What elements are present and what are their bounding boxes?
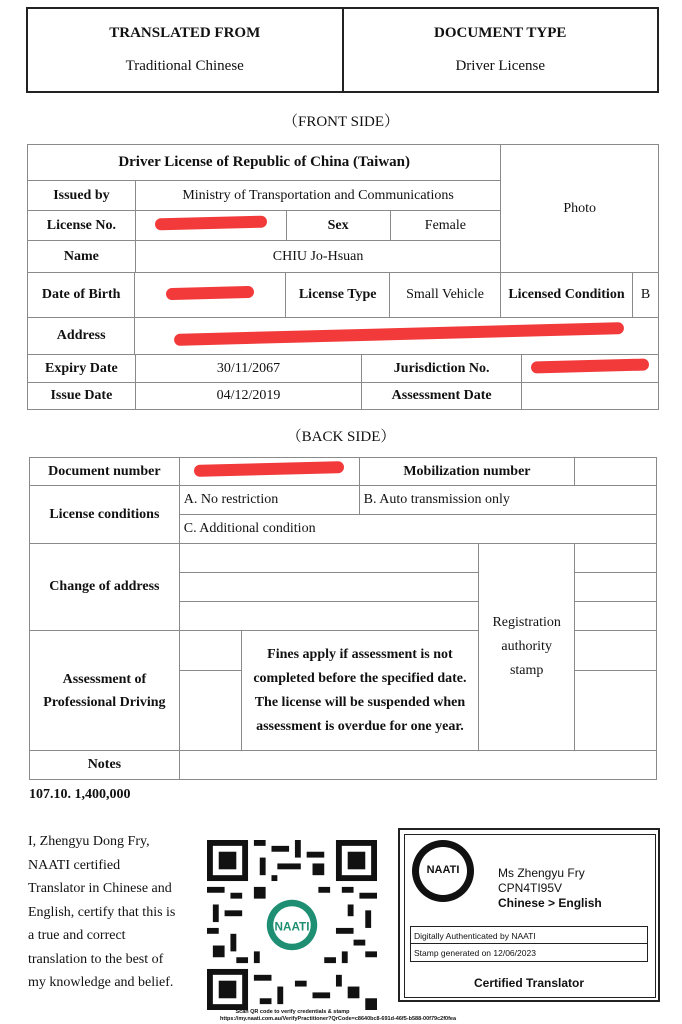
naati-logo-text: NAATI [426, 864, 460, 876]
footnote: 107.10. 1,400,000 [29, 787, 131, 802]
back-side-title: （BACK SIDE） [286, 429, 396, 445]
document-number-value [179, 458, 359, 486]
back-table [29, 457, 657, 544]
stamp-generated: Stamp generated on 12/06/2023 [410, 944, 648, 962]
issue-value: 04/12/2019 [135, 383, 361, 410]
document-number-label: Document number [30, 458, 180, 486]
change-address-label: Change of address [30, 544, 180, 631]
expiry-label: Expiry Date [28, 355, 136, 383]
stamp-col-4 [575, 631, 657, 671]
stamp-col-1 [575, 544, 657, 573]
notes-label: Notes [30, 751, 180, 780]
jurisdiction-label: Jurisdiction No. [362, 355, 522, 383]
front-table-2 [27, 272, 659, 355]
stamp-id: CPN4TI95V [498, 881, 563, 895]
qr-url[interactable]: https://my.naati.com.au/VerifyPractitioner?QrCode=c8640bc8-691d-46f5-b588-00f79c2f0fea [220, 1016, 457, 1022]
naati-stamp [398, 828, 660, 1002]
jurisdiction-value [522, 355, 659, 383]
assessment-label: Assessment Date [362, 383, 522, 410]
issue-label: Issue Date [28, 383, 136, 410]
stamp-col-5 [575, 671, 657, 751]
photo-cell: Photo [501, 145, 659, 273]
condition-b: B. Auto transmission only [359, 486, 656, 515]
sex-value: Female [390, 211, 501, 241]
naati-logo-icon [412, 840, 474, 902]
translated-from-value: Traditional Chinese [125, 58, 244, 74]
name-label: Name [28, 241, 136, 273]
licensed-condition-value: B [632, 273, 658, 318]
qr-logo-text: NAATI [274, 920, 310, 934]
mobilization-value [575, 458, 657, 486]
front-title: Driver License of Republic of China (Taiwan) [28, 145, 501, 181]
translated-from-cell [27, 8, 343, 92]
license-type-value: Small Vehicle [390, 273, 501, 318]
license-conditions-label: License conditions [30, 486, 180, 544]
license-no-label: License No. [28, 211, 136, 241]
license-type-label: License Type [286, 273, 390, 318]
license-no-value [135, 211, 286, 241]
qr-caption: Scan QR code to verify credentials & stamp [235, 1009, 350, 1015]
stamp-languages: Chinese > English [498, 896, 602, 910]
condition-a: A. No restriction [179, 486, 359, 515]
translated-from-label: TRANSLATED FROM [109, 25, 261, 41]
assessment-driving-label: Assessment of Professional Driving [30, 631, 180, 751]
issued-by-value: Ministry of Transportation and Communications [135, 181, 500, 211]
document-type-value: Driver License [455, 58, 546, 74]
notes-value [179, 751, 656, 780]
header-table [26, 7, 659, 93]
stamp-col-3 [575, 602, 657, 631]
address-change-row-2 [179, 573, 478, 602]
address-value [135, 318, 659, 355]
stamp-authenticated: Digitally Authenticated by NAATI [410, 926, 648, 944]
stamp-title: Certified Translator [473, 976, 585, 990]
mobilization-label: Mobilization number [359, 458, 575, 486]
front-table [27, 144, 659, 273]
stamp-col-2 [575, 573, 657, 602]
address-change-row-3 [179, 602, 478, 631]
certification-text: I, Zhengyu Dong Fry, NAATI certified Translator in Chinese and English, certify that this is a true and correct translation to the best of my knowledge and belief. [28, 834, 176, 990]
address-label: Address [28, 318, 135, 355]
name-value: CHIU Jo-Hsuan [135, 241, 500, 273]
stamp-name: Ms Zhengyu Fry [498, 866, 585, 880]
dob-label: Date of Birth [28, 273, 135, 318]
expiry-value: 30/11/2067 [135, 355, 361, 383]
assessment-col-1 [179, 631, 241, 671]
back-table-2 [29, 543, 657, 780]
registration-stamp-cell: Registration authority stamp [479, 544, 575, 751]
address-change-row-1 [179, 544, 478, 573]
dob-value [135, 273, 286, 318]
fines-note: Fines apply if assessment is not completed before the specified date. The license will be suspended when assessment is overdue for one year. [241, 631, 479, 751]
front-table-3 [27, 354, 659, 410]
assessment-col-2 [179, 671, 241, 751]
assessment-value [522, 383, 659, 410]
sex-label: Sex [286, 211, 390, 241]
document-type-label: DOCUMENT TYPE [434, 25, 567, 41]
front-side-title: （FRONT SIDE） [283, 114, 399, 130]
document-type-cell [343, 8, 659, 92]
condition-c: C. Additional condition [179, 515, 656, 544]
qr-code[interactable] [207, 840, 377, 1010]
issued-by-label: Issued by [28, 181, 136, 211]
licensed-condition-label: Licensed Condition [500, 273, 632, 318]
